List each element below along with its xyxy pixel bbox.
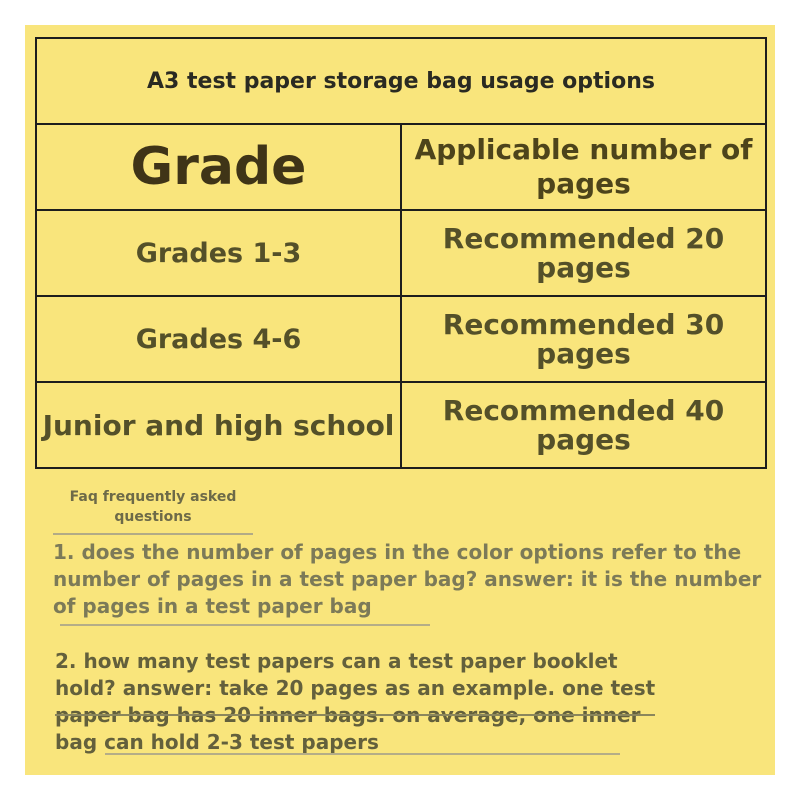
faq-strike-line (55, 714, 655, 716)
table-header-row (36, 124, 766, 210)
table-row (36, 382, 766, 468)
faq-item-1: 1. does the number of pages in the color options refer to the number of pages in a test paper bag? answer: it is the number of pages in a test paper bag (53, 540, 762, 618)
product-info-panel (25, 25, 775, 775)
column-header-pages: Applicable number of pages (401, 124, 766, 210)
column-header-grade: Grade (36, 124, 401, 210)
faq-underline (60, 624, 430, 626)
faq-item-2: 2. how many test papers can a test paper booklet hold? answer: take 20 pages as an example. one test paper bag has 20 inner bags. on average, one inner bag can hold 2-3 test papers (55, 649, 656, 754)
table-title: A3 test paper storage bag usage options (36, 38, 766, 124)
table-title-row (36, 38, 766, 124)
faq-heading: Faq frequently asked questions (53, 487, 253, 535)
table-row (36, 296, 766, 382)
grade-cell: Junior and high school (36, 382, 401, 468)
table-row (36, 210, 766, 296)
pages-cell: Recommended 20 pages (401, 210, 766, 296)
pages-cell: Recommended 30 pages (401, 296, 766, 382)
grade-cell: Grades 1-3 (36, 210, 401, 296)
usage-options-table (35, 37, 767, 469)
faq-underline (105, 753, 620, 755)
pages-cell: Recommended 40 pages (401, 382, 766, 468)
grade-cell: Grades 4-6 (36, 296, 401, 382)
